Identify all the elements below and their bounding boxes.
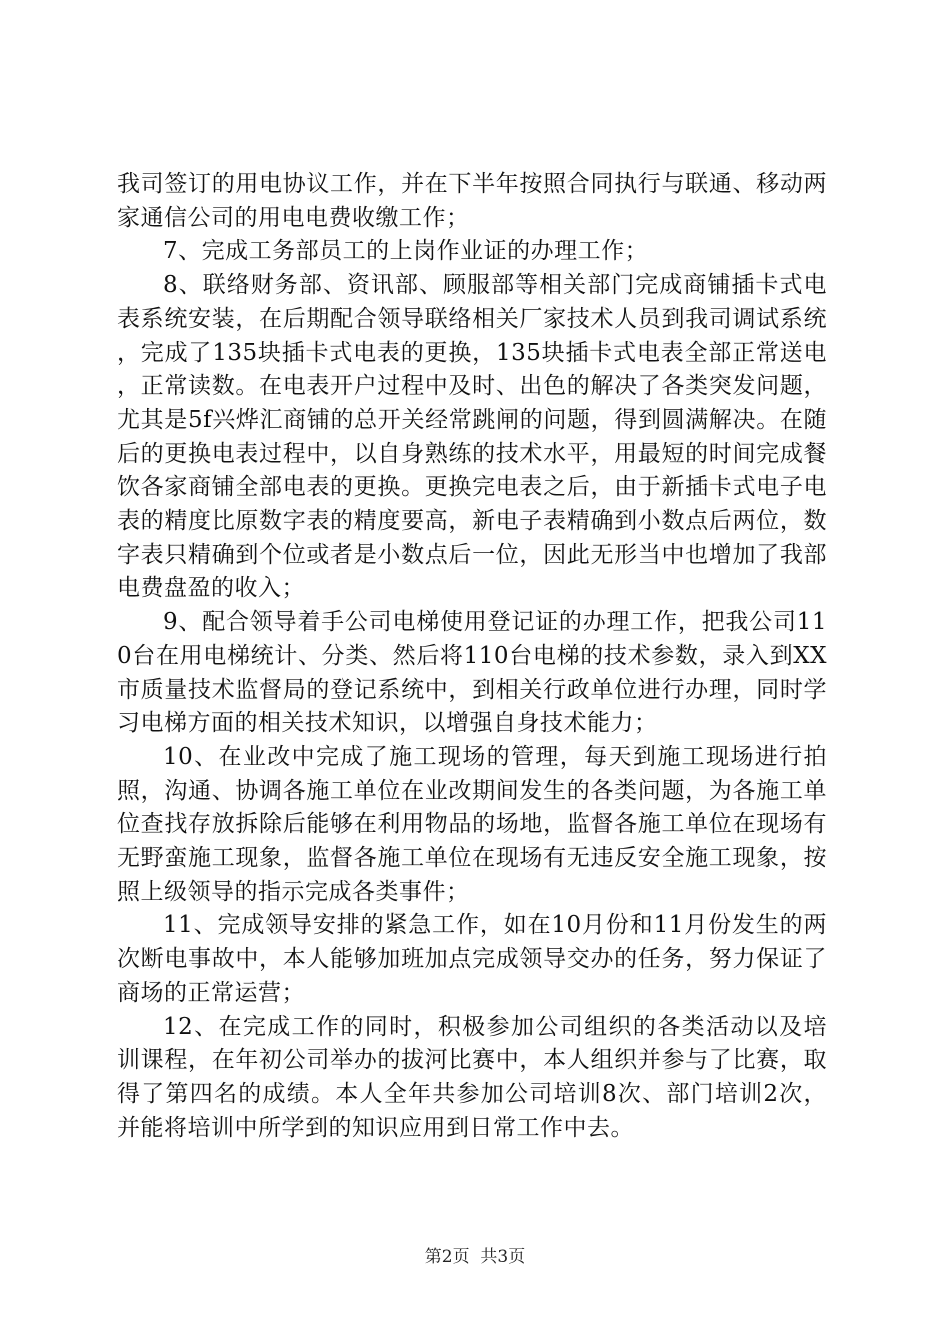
document-body bbox=[117, 168, 827, 1145]
paragraph-5: 10、在业改中完成了施工现场的管理，每天到施工现场进行拍照，沟通、协调各施工单位在业改期间发生的各类问题，为各施工单位查找存放拆除后能够在利用物品的场地，监督各施工单位在现场有无野蛮施工现象，监督各施工单位在现场有无违反安全施工现象，按照上级领导的指示完成各类事件； bbox=[117, 743, 827, 905]
page-footer: 第2页 共3页 bbox=[424, 1247, 526, 1267]
paragraph-6: 11、完成领导安排的紧急工作，如在10月份和11月份发生的两次断电事故中，本人能够加班加点完成领导交办的任务，努力保证了商场的正常运营； bbox=[117, 912, 827, 1006]
paragraph-4: 9、配合领导着手公司电梯使用登记证的办理工作，把我公司110台在用电梯统计、分类、然后将110台电梯的技术参数，录入到XX市质量技术监督局的登记系统中，到相关行政单位进行办理，同时学习电梯方面的相关技术知识，以增强自身技术能力； bbox=[117, 609, 827, 737]
paragraph-3: 8、联络财务部、资讯部、顾服部等相关部门完成商铺插卡式电表系统安装，在后期配合领导联络相关厂家技术人员到我司调试系统，完成了135块插卡式电表的更换，135块插卡式电表全部正常送电，正常读数。在电表开户过程中及时、出色的解决了各类突发问题，尤其是5f兴烨汇商铺的总开关经常跳闸的问题，得到圆满解决。在随后的更换电表过程中，以自身熟练的技术水平，用最短的时间完成餐饮各家商铺全部电表的更换。更换完电表之后，由于新插卡式电子电表的精度比原数字表的精度要高，新电子表精确到小数点后两位，数字表只精确到个位或者是小数点后一位，因此无形当中也增加了我部电费盘盈的收入； bbox=[117, 272, 827, 602]
paragraph-2: 7、完成工务部员工的上岗作业证的办理工作； bbox=[163, 238, 649, 265]
paragraph-7: 12、在完成工作的同时，积极参加公司组织的各类活动以及培训课程，在年初公司举办的拔河比赛中，本人组织并参与了比赛，取得了第四名的成绩。本人全年共参加公司培训8次、部门培训2次，并能将培训中所学到的知识应用到日常工作中去。 bbox=[117, 1013, 827, 1141]
paragraph-1: 我司签订的用电协议工作，并在下半年按照合同执行与联通、移动两家通信公司的用电电费收缴工作； bbox=[117, 171, 827, 231]
